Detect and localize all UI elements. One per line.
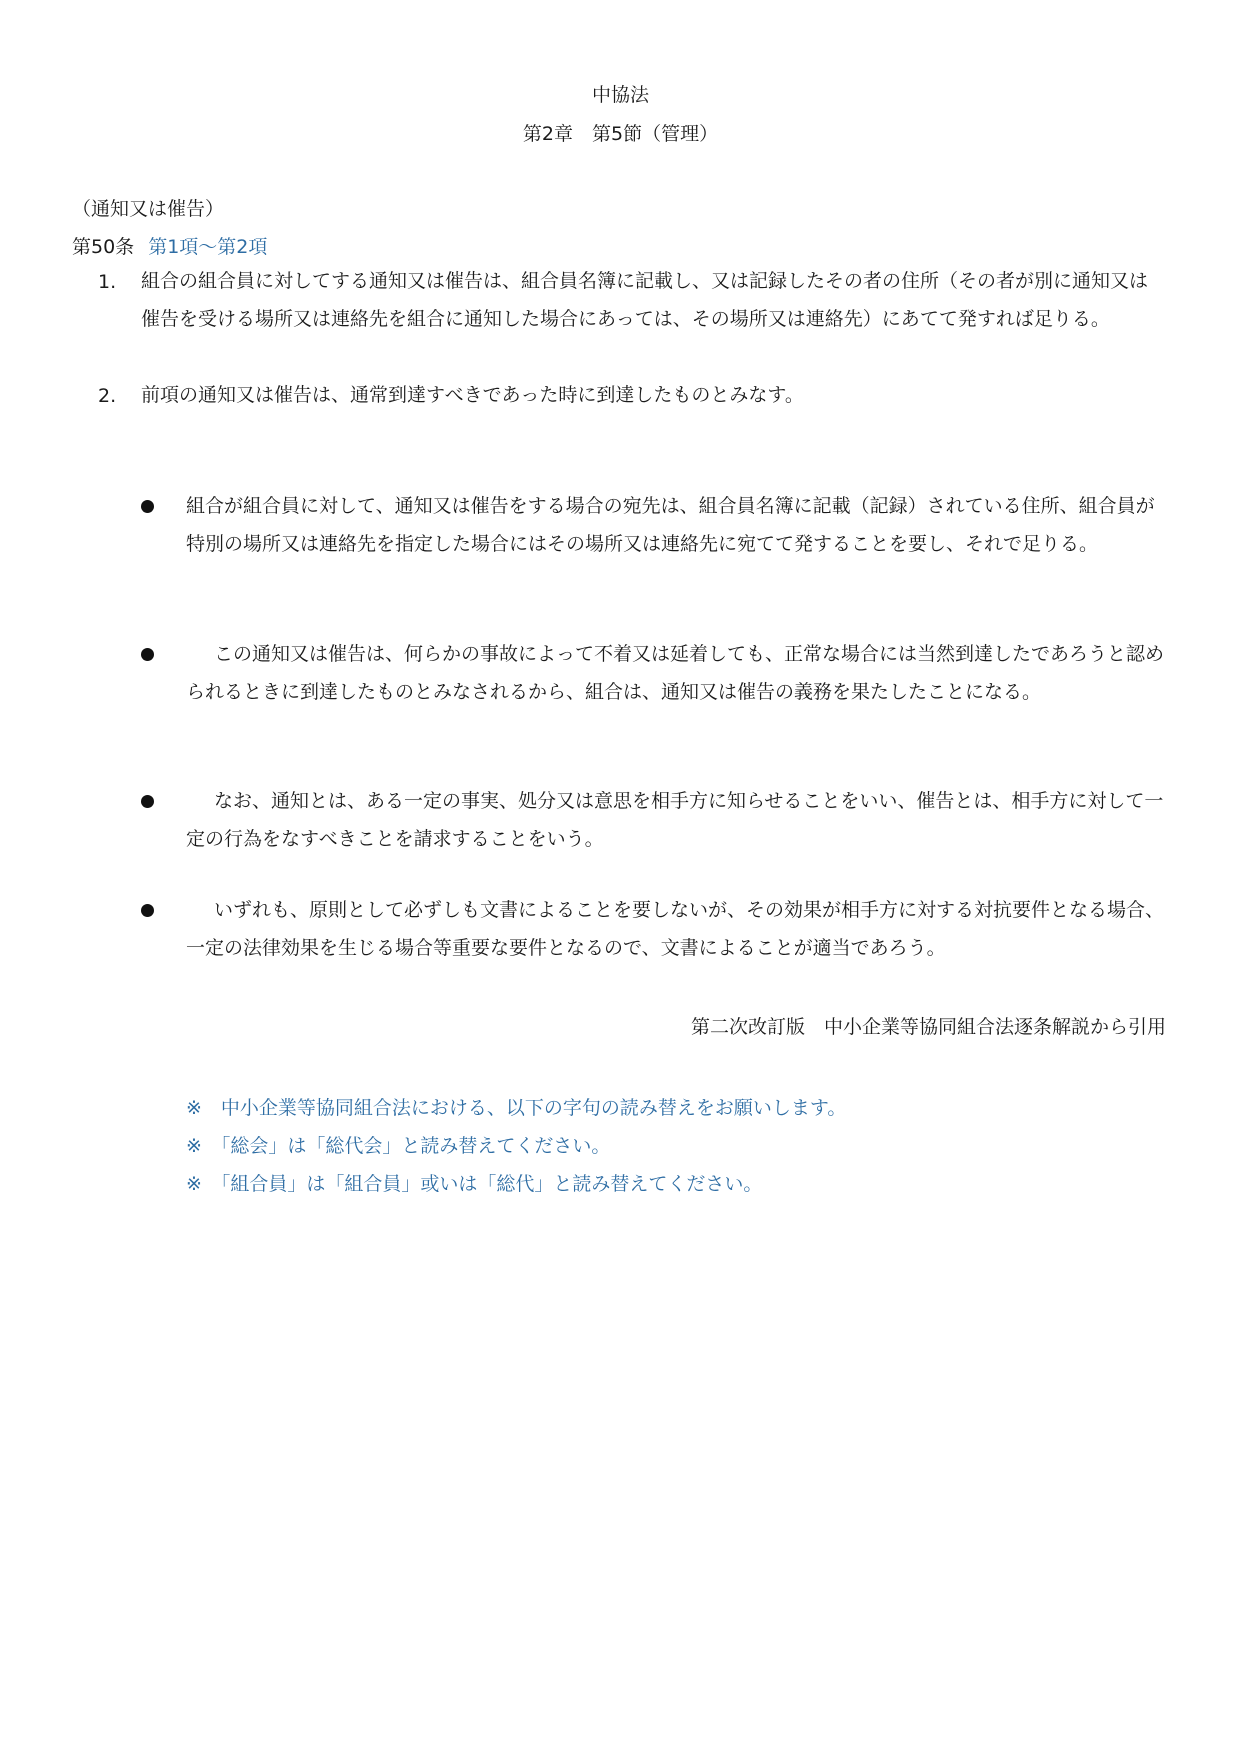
commentary-item-text: なお、通知とは、ある一定の事実、処分又は意思を相手方に知らせることをいい、催告とは、相手方に対して一定の行為をなすべきことを請求することをいう。 (186, 790, 1164, 850)
citation: 第二次改訂版 中小企業等協同組合法逐条解説から引用 (690, 1016, 1166, 1038)
article-number: 第50条 (72, 236, 135, 258)
note-line: ※ 「総会」は「総代会」と読み替えてください。 (186, 1135, 611, 1157)
bullet-icon (141, 904, 154, 917)
commentary-item (186, 891, 1166, 967)
paragraph-range: 第1項～第2項 (148, 236, 268, 258)
commentary-item: 組合が組合員に対して、通知又は催告をする場合の宛先は、組合員名簿に記載（記録）されている住所、組合員が特別の場所又は連絡先を指定した場合にはその場所又は連絡先に宛てて発することを要し、それで足りる。 (186, 495, 1155, 555)
article-heading (72, 232, 267, 259)
bullet-icon (141, 500, 154, 513)
commentary-item (186, 635, 1166, 711)
note-line: ※ 「組合員」は「組合員」或いは「総代」と読み替えてください。 (186, 1173, 763, 1195)
bullet-icon (141, 648, 154, 661)
paragraph-text: 組合の組合員に対してする通知又は催告は、組合員名簿に記載し、又は記録したその者の住所（その者が別に通知又は催告を受ける場所又は連絡先を組合に通知した場合にあっては、その場所又は連絡先）にあてて発すれば足りる。 (141, 270, 1149, 330)
paragraph-text: 前項の通知又は催告は、通常到達すべきであった時に到達したものとみなす。 (141, 384, 804, 406)
commentary-item (186, 782, 1166, 858)
article-caption: （通知又は催告） (72, 198, 225, 220)
commentary-item-text: いずれも、原則として必ずしも文書によることを要しないが、その効果が相手方に対する対抗要件となる場合、一定の法律効果を生じる場合等重要な要件となるので、文書によることが適当であろう。 (186, 899, 1165, 959)
document-title: 中協法 (591, 84, 649, 106)
note-line: ※ 中小企業等協同組合法における、以下の字句の読み替えをお願いします。 (186, 1097, 847, 1119)
chapter-section-heading: 第2章 第5節（管理） (522, 123, 719, 145)
commentary-item-text: この通知又は催告は、何らかの事故によって不着又は延着しても、正常な場合には当然到達したであろうと認められるときに到達したものとみなされるから、組合は、通知又は催告の義務を果たしたことになる。 (186, 643, 1165, 703)
paragraph-number: 1. (98, 271, 117, 293)
bullet-icon (141, 795, 154, 808)
paragraph-number: 2. (98, 385, 117, 407)
